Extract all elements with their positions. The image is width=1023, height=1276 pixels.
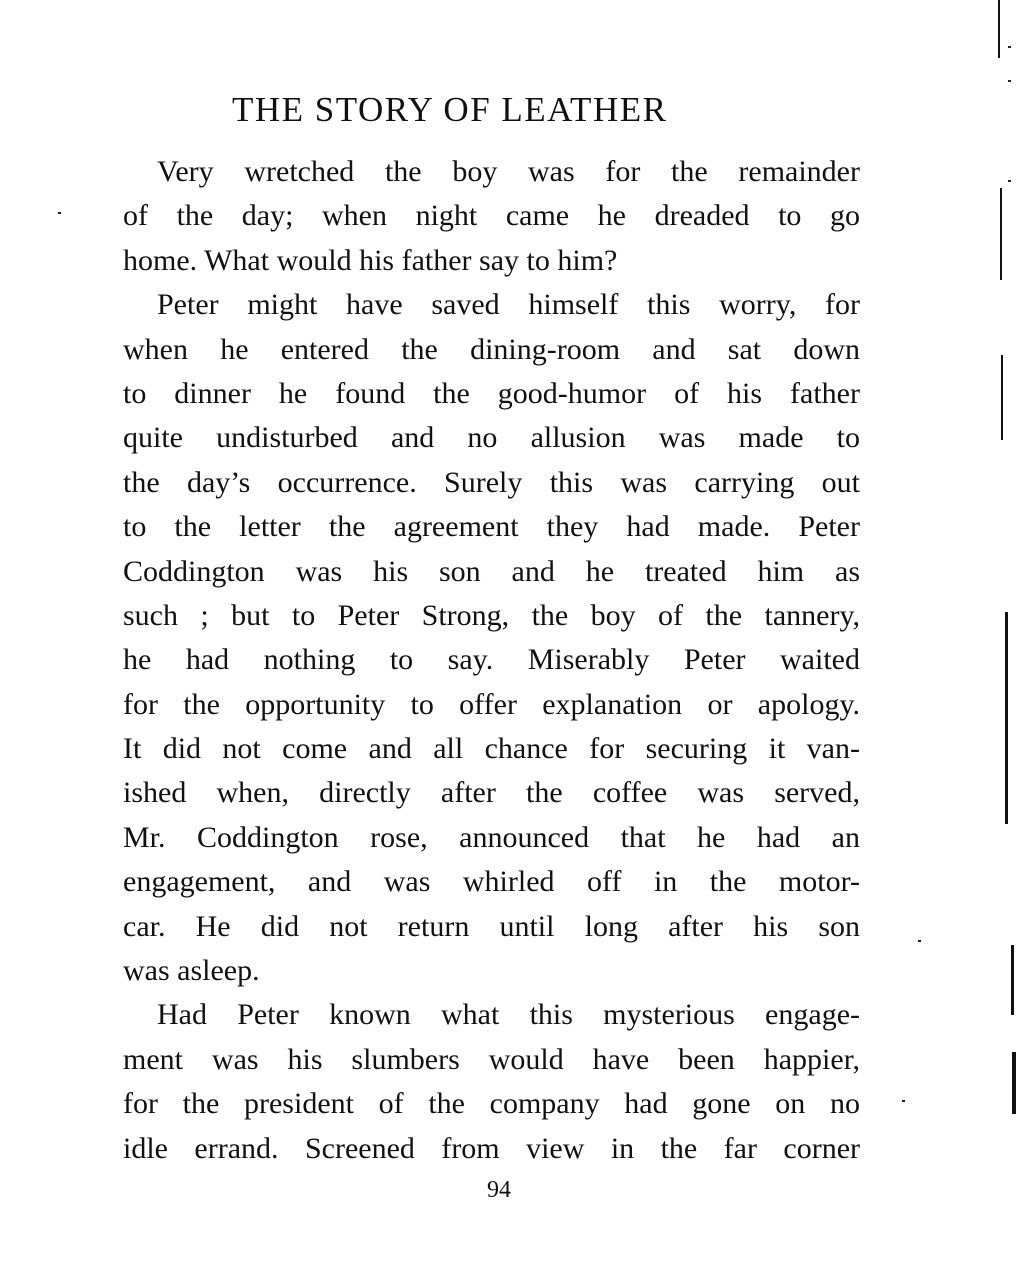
scan-speck (1008, 80, 1011, 82)
scan-edge-line (998, 0, 1000, 58)
text-line: Mr. Coddington rose, announced that he had an (123, 820, 860, 854)
scan-edge-line (1001, 355, 1003, 440)
body-text (123, 150, 860, 1171)
text-line: engagement, and was whirled off in the motor- (123, 865, 860, 899)
scan-speck (1008, 46, 1011, 48)
text-line: Peter might have saved himself this worry, for (157, 288, 860, 322)
text-line: of the day; when night came he dreaded to go (123, 199, 860, 233)
text-line: he had nothing to say. Miserably Peter waited (123, 643, 860, 677)
page-number: 94 (487, 1177, 511, 1203)
text-line: ment was his slumbers would have been happier, (123, 1042, 860, 1076)
scan-speck (1008, 180, 1011, 182)
scan-edge-line (1011, 945, 1014, 1015)
scan-speck (58, 212, 61, 214)
text-line: the day’s occurrence. Surely this was carrying out (123, 465, 860, 499)
text-line: ished when, directly after the coffee was served, (123, 776, 860, 810)
text-line: home. What would his father say to him? (123, 243, 618, 277)
scan-speck (902, 1100, 905, 1102)
scan-edge-line (1012, 1052, 1016, 1114)
scan-speck (918, 940, 921, 942)
text-line: Coddington was his son and he treated him as (123, 554, 860, 588)
text-line: It did not come and all chance for securing it van- (123, 732, 860, 766)
text-line: to the letter the agreement they had made. Peter (123, 510, 860, 544)
scan-edge-line (1005, 612, 1008, 824)
scan-edge-line (1000, 188, 1002, 280)
text-line: such ; but to Peter Strong, the boy of the tannery, (123, 598, 860, 632)
text-line: when he entered the dining-room and sat down (123, 332, 860, 366)
text-line: Very wretched the boy was for the remainder (157, 155, 860, 188)
text-line: for the opportunity to offer explanation or apology. (123, 687, 860, 721)
running-head: THE STORY OF LEATHER (232, 90, 668, 129)
text-line: was asleep. (123, 954, 260, 988)
text-line: idle errand. Screened from view in the far corner (123, 1131, 860, 1165)
text-line: to dinner he found the good-humor of his father (123, 376, 860, 410)
text-line: car. He did not return until long after his son (123, 909, 860, 943)
text-line: quite undisturbed and no allusion was made to (123, 421, 860, 455)
text-line: for the president of the company had gone on no (123, 1087, 860, 1121)
text-line: Had Peter known what this mysterious engage- (157, 998, 860, 1032)
